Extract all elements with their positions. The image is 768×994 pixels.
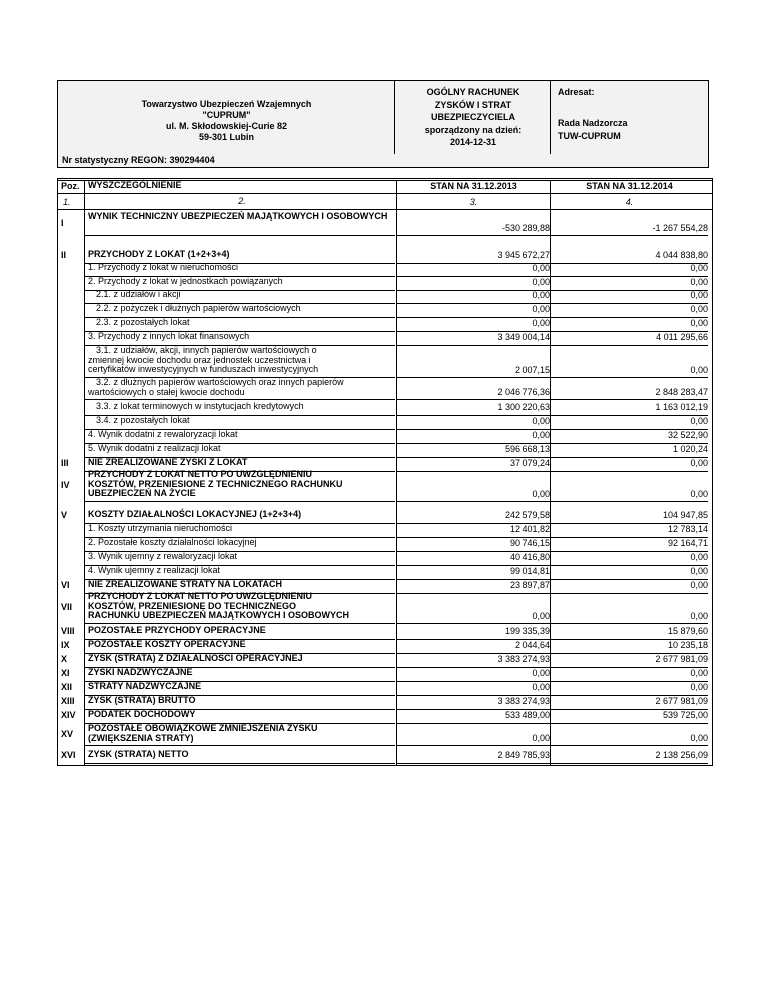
value-2014: 0,00 xyxy=(690,277,708,287)
row-separator xyxy=(84,501,395,502)
value-2013: 0,00 xyxy=(532,668,550,678)
row-description xyxy=(88,430,396,440)
regon-box xyxy=(57,154,709,168)
col-header-2013: STAN NA 31.12.2013 xyxy=(430,181,517,191)
table-row xyxy=(57,524,713,536)
table-row xyxy=(57,378,713,398)
row-description xyxy=(88,263,396,273)
row-description xyxy=(88,696,396,706)
value-2013: 90 746,15 xyxy=(509,538,550,548)
row-description xyxy=(88,458,396,468)
title-line-2: ZYSKÓW I STRAT xyxy=(434,99,512,110)
row-description-line: wartościowych o stałej kwocie dochodu xyxy=(88,386,245,397)
value-2013: 1 300 220,63 xyxy=(497,402,550,412)
value-2014: 12 783,14 xyxy=(667,524,708,534)
row-description xyxy=(88,552,396,562)
value-2013: 0,00 xyxy=(532,304,550,314)
table-row xyxy=(57,416,713,428)
row-position: XIII xyxy=(61,696,75,706)
row-position: IX xyxy=(61,640,70,650)
table-row xyxy=(57,710,713,722)
value-2014: 0,00 xyxy=(690,458,708,468)
table-row xyxy=(57,668,713,680)
value-2014: 2 677 981,09 xyxy=(655,654,708,664)
row-description xyxy=(88,592,396,621)
row-description-text: 2.3. z pozostałych lokat xyxy=(96,317,190,327)
row-description-text: 1. Przychody z lokat w nieruchomości xyxy=(88,262,239,272)
row-description xyxy=(88,524,396,534)
row-position: VI xyxy=(61,580,70,590)
table-row xyxy=(57,538,713,550)
col-header-pos: Poz. xyxy=(61,181,80,191)
value-2014: 0,00 xyxy=(690,668,708,678)
value-2014: 0,00 xyxy=(690,416,708,426)
table-row xyxy=(57,682,713,694)
row-position: X xyxy=(61,654,68,664)
value-2014: 10 235,18 xyxy=(667,640,708,650)
row-description xyxy=(88,724,396,743)
value-2013: -530 289,88 xyxy=(501,223,550,233)
value-2013: 3 383 274,93 xyxy=(497,696,550,706)
row-description-text: ZYSK (STRATA) Z DZIAŁALNOŚCI OPERACYJNEJ xyxy=(88,653,303,663)
col-header-2014: STAN NA 31.12.2014 xyxy=(586,181,673,191)
row-description xyxy=(88,470,396,499)
row-description xyxy=(88,277,396,287)
value-2014: 2 677 981,09 xyxy=(655,696,708,706)
col-number-1: 1. xyxy=(63,197,71,207)
row-description-line: POZOSTAŁE OBOWIĄZKOWE ZMNIEJSZENIA ZYSKU xyxy=(88,723,318,733)
value-separator xyxy=(397,399,550,400)
value-separator xyxy=(397,763,550,764)
row-description-line: KOSZTÓW, PRZENIESIONE DO TECHNICZNEGO xyxy=(88,600,297,611)
row-description-text: ZYSKI NADZWYCZAJNE xyxy=(88,667,193,677)
addressee-label: Adresat: xyxy=(558,87,595,97)
value-separator xyxy=(551,399,708,400)
row-description-line: zmiennej kwocie dochodu oraz jednostek uczestnictwa i xyxy=(88,354,311,365)
row-description xyxy=(88,304,396,314)
row-description xyxy=(88,378,396,397)
value-2013: 533 489,00 xyxy=(504,710,550,720)
value-2014: 15 879,60 xyxy=(667,626,708,636)
value-2014: 0,00 xyxy=(690,365,708,375)
row-description-text: WYNIK TECHNICZNY UBEZPIECZEŃ MAJĄTKOWYCH I OSOBOWYCH xyxy=(88,211,388,221)
value-2013: 0,00 xyxy=(532,611,550,621)
row-description xyxy=(88,346,396,375)
value-2013: 23 897,87 xyxy=(509,580,550,590)
value-separator xyxy=(397,745,550,746)
row-description-line: certyfikatów inwestycyjnych w funduszach inwestycyjnych xyxy=(88,364,319,374)
row-description xyxy=(88,654,396,664)
table-row xyxy=(57,724,713,744)
row-separator xyxy=(84,745,395,746)
value-2014: 104 947,85 xyxy=(662,510,708,520)
value-separator xyxy=(551,501,708,502)
value-2014: 0,00 xyxy=(690,304,708,314)
row-description-text: 2. Przychody z lokat w jednostkach powiązanych xyxy=(88,276,283,286)
header-separator xyxy=(57,193,713,194)
value-2013: 3 383 274,93 xyxy=(497,654,550,664)
value-2013: 3 349 004,14 xyxy=(497,332,550,342)
row-description-text: PODATEK DOCHODOWY xyxy=(88,709,196,719)
table-border-top xyxy=(57,178,713,179)
table-row xyxy=(57,750,713,762)
title-box xyxy=(394,80,551,155)
row-description xyxy=(88,580,396,590)
table-row xyxy=(57,444,713,456)
table-border-bottom xyxy=(57,765,713,766)
value-separator xyxy=(397,501,550,502)
row-description xyxy=(88,290,396,300)
row-description xyxy=(88,318,396,328)
value-2013: 242 579,58 xyxy=(504,510,550,520)
row-position: XV xyxy=(61,729,74,739)
company-city: 59-301 Lubin xyxy=(198,132,254,142)
addressee xyxy=(558,117,628,142)
row-description xyxy=(88,668,396,678)
row-description-text: 3. Wynik ujemny z rewaloryzacji lokat xyxy=(88,551,237,561)
row-separator xyxy=(84,623,395,624)
value-2013: 12 401,82 xyxy=(509,524,550,534)
row-description xyxy=(88,750,396,760)
row-description xyxy=(88,626,396,636)
row-description-text: 4. Wynik ujemny z realizacji lokat xyxy=(88,565,220,575)
addressee-box xyxy=(550,80,709,155)
row-separator xyxy=(84,235,395,236)
col-number-4: 4. xyxy=(625,197,634,207)
value-2014: 0,00 xyxy=(690,566,708,576)
value-2014: 0,00 xyxy=(690,733,708,743)
company-short-name: "CUPRUM" xyxy=(202,110,251,120)
row-description xyxy=(88,444,396,454)
table-row xyxy=(57,640,713,652)
title-line-3: UBEZPIECZYCIELA xyxy=(430,112,515,123)
value-2013: 0,00 xyxy=(532,733,550,743)
value-2014: 4 044 838,80 xyxy=(655,250,708,260)
row-position: VIII xyxy=(61,626,75,636)
row-separator xyxy=(84,763,395,764)
value-2013: 0,00 xyxy=(532,277,550,287)
value-2014: 0,00 xyxy=(690,263,708,273)
value-2013: 2 046 776,36 xyxy=(497,387,550,397)
row-description xyxy=(88,332,396,342)
company-street: ul. M. Skłodowskiej-Curie 82 xyxy=(165,121,288,131)
value-separator xyxy=(397,235,550,236)
table-row xyxy=(57,346,713,376)
report-header xyxy=(57,80,709,166)
report-date: 2014-12-31 xyxy=(449,137,497,148)
row-description xyxy=(88,710,396,720)
value-2014: 92 164,71 xyxy=(667,538,708,548)
row-description xyxy=(88,212,396,222)
table-row xyxy=(57,566,713,578)
row-description xyxy=(88,510,396,520)
value-2013: 0,00 xyxy=(532,489,550,499)
value-2013: 2 044,64 xyxy=(514,640,550,650)
value-2013: 596 668,13 xyxy=(504,444,550,454)
row-position: XI xyxy=(61,668,70,678)
regon-number: Nr statystyczny REGON: 390294404 xyxy=(62,155,215,165)
table-row xyxy=(57,510,713,522)
row-description-line: 3.2. z dłużnych papierów wartościowych oraz innych papierów xyxy=(96,377,344,387)
value-separator xyxy=(551,235,708,236)
value-separator xyxy=(551,745,708,746)
value-separator xyxy=(551,763,708,764)
value-2013: 0,00 xyxy=(532,416,550,426)
value-2013: 99 014,81 xyxy=(509,566,550,576)
row-separator xyxy=(84,399,395,400)
header-separator-2 xyxy=(57,209,713,210)
row-description-line: (ZWIĘKSZENIA STRATY) xyxy=(88,732,194,743)
table-row xyxy=(57,318,713,330)
row-description-text: STRATY NADZWYCZAJNE xyxy=(88,681,202,691)
value-2013: 37 079,24 xyxy=(509,458,550,468)
value-2014: 2 848 283,47 xyxy=(655,387,708,397)
table-row xyxy=(57,277,713,289)
value-2013: 3 945 672,27 xyxy=(497,250,550,260)
value-2014: 32 522,90 xyxy=(667,430,708,440)
row-description-text: 4. Wynik dodatni z rewaloryzacji lokat xyxy=(88,429,238,439)
value-2014: -1 267 554,28 xyxy=(652,223,708,233)
row-description-text: KOSZTY DZIAŁALNOŚCI LOKACYJNEJ (1+2+3+4) xyxy=(88,509,302,519)
table-row xyxy=(57,250,713,262)
company-box xyxy=(57,80,395,155)
row-description-text: ZYSK (STRATA) NETTO xyxy=(88,749,189,759)
row-description xyxy=(88,402,396,412)
table-row xyxy=(57,470,713,500)
value-2014: 0,00 xyxy=(690,552,708,562)
value-2014: 539 725,00 xyxy=(662,710,708,720)
table-row xyxy=(57,212,713,234)
table-row xyxy=(57,430,713,442)
row-description xyxy=(88,538,396,548)
value-2014: 0,00 xyxy=(690,611,708,621)
row-description xyxy=(88,250,396,260)
row-position: IV xyxy=(61,480,70,490)
row-description-text: 2. Pozostałe koszty działalności lokacyjnej xyxy=(88,537,257,547)
row-description-text: POZOSTAŁE KOSZTY OPERACYJNE xyxy=(88,639,246,649)
value-2014: 0,00 xyxy=(690,580,708,590)
row-description-text: NIE ZREALIZOWANE ZYSKI Z LOKAT xyxy=(88,457,248,467)
row-position: II xyxy=(61,250,67,260)
row-description-line: KOSZTÓW, PRZENIESIONE Z TECHNICZNEGO RACHUNKU xyxy=(88,478,343,489)
col-number-3: 3. xyxy=(469,197,478,207)
row-description-line: PRZYCHODY Z LOKAT NETTO PO UWZGLĘDNIENIU xyxy=(88,591,313,601)
row-position: XII xyxy=(61,682,73,692)
row-description-text: NIE ZREALIZOWANE STRATY NA LOKATACH xyxy=(88,579,282,589)
row-description-text: ZYSK (STRATA) BRUTTO xyxy=(88,695,196,705)
row-description-text: 3. Przychody z innych lokat finansowych xyxy=(88,331,250,341)
row-description-line: RACHUNKU UBEZPIECZEŃ MAJĄTKOWYCH I OSOBOWYCH xyxy=(88,610,349,620)
addressee-line-2: TUW-CUPRUM xyxy=(558,130,621,141)
value-2014: 1 163 012,19 xyxy=(655,402,708,412)
row-description xyxy=(88,682,396,692)
col-number-2: 2. xyxy=(238,196,246,206)
table-row xyxy=(57,304,713,316)
row-description-text: 3.4. z pozostałych lokat xyxy=(96,415,190,425)
value-2014: 2 138 256,09 xyxy=(655,750,708,760)
value-2013: 0,00 xyxy=(532,682,550,692)
table-row xyxy=(57,592,713,622)
company-info xyxy=(58,99,395,143)
report-title xyxy=(395,86,551,149)
row-position: V xyxy=(61,510,68,520)
row-description-line: PRZYCHODY Z LOKAT NETTO PO UWZGLĘDNIENIU xyxy=(88,469,313,479)
value-2013: 0,00 xyxy=(532,263,550,273)
row-position: XVI xyxy=(61,750,76,760)
title-line-4: sporządzony na dzień: xyxy=(424,124,522,135)
value-separator xyxy=(397,623,550,624)
value-2014: 0,00 xyxy=(690,318,708,328)
col-header-desc: WYSZCZEGÓLNIENIE xyxy=(88,180,182,190)
table-row xyxy=(57,402,713,414)
value-2014: 4 011 295,66 xyxy=(656,332,708,342)
value-2014: 0,00 xyxy=(690,682,708,692)
row-position: III xyxy=(61,458,69,468)
title-line-1: OGÓLNY RACHUNEK xyxy=(426,87,520,97)
value-2014: 1 020,24 xyxy=(672,444,708,454)
value-2013: 2 007,15 xyxy=(514,365,550,375)
row-description-text: 2.2. z pożyczek i dłużnych papierów wartościowych xyxy=(96,303,301,313)
row-description xyxy=(88,640,396,650)
row-description-text: 5. Wynik dodatni z realizacji lokat xyxy=(88,443,221,453)
value-2014: 0,00 xyxy=(690,489,708,499)
row-position: XIV xyxy=(61,710,76,720)
row-position: VII xyxy=(61,602,73,612)
row-description-text: 2.1. z udziałów i akcji xyxy=(96,289,181,299)
value-2013: 0,00 xyxy=(532,290,550,300)
table-row xyxy=(57,332,713,344)
company-name: Towarzystwo Ubezpieczeń Wzajemnych xyxy=(141,99,312,109)
table-row xyxy=(57,626,713,638)
value-2013: 40 416,80 xyxy=(509,552,550,562)
row-description-text: POZOSTAŁE PRZYCHODY OPERACYJNE xyxy=(88,625,266,635)
table-row xyxy=(57,290,713,302)
row-description-line: UBEZPIECZEŃ NA ŻYCIE xyxy=(88,488,196,498)
row-description-line: 3.1. z udziałów, akcji, innych papierów wartościowych o xyxy=(96,345,317,355)
table-row xyxy=(57,654,713,666)
table-row xyxy=(57,696,713,708)
row-position: I xyxy=(61,218,64,228)
row-description xyxy=(88,416,396,426)
value-2013: 2 849 785,93 xyxy=(497,750,550,760)
row-description xyxy=(88,566,396,576)
row-description-text: 1. Koszty utrzymania nieruchomości xyxy=(88,523,233,533)
addressee-line-1: Rada Nadzorcza xyxy=(558,118,628,128)
table-row xyxy=(57,263,713,275)
value-separator xyxy=(551,623,708,624)
row-description-text: 3.3. z lokat terminowych w instytucjach kredytowych xyxy=(96,401,304,411)
value-2013: 0,00 xyxy=(532,430,550,440)
value-2013: 199 335,39 xyxy=(504,626,550,636)
value-2013: 0,00 xyxy=(532,318,550,328)
table-row xyxy=(57,552,713,564)
row-description-text: PRZYCHODY Z LOKAT (1+2+3+4) xyxy=(88,249,230,259)
value-2014: 0,00 xyxy=(690,290,708,300)
